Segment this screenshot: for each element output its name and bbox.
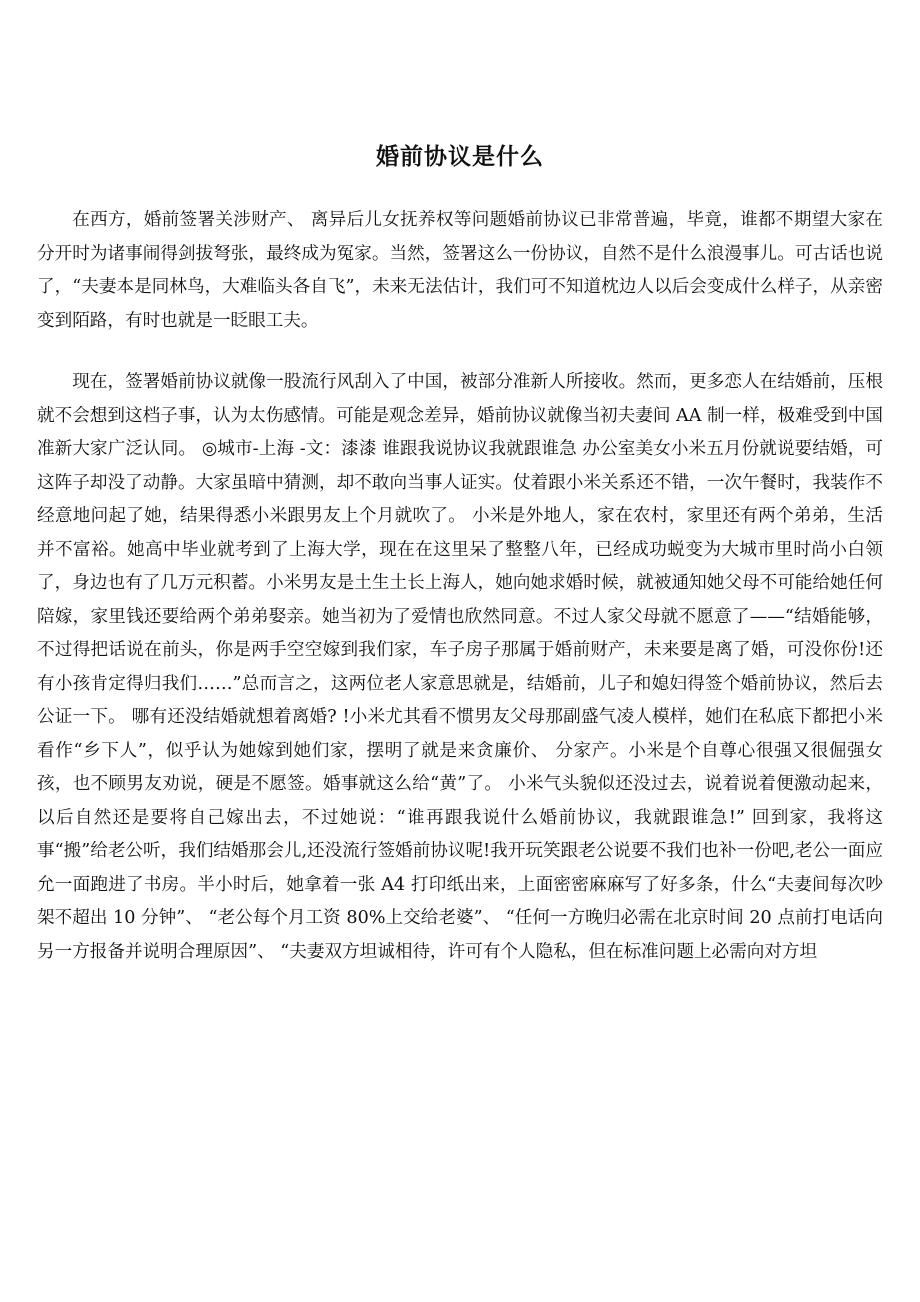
document-title: 婚前协议是什么 [376, 144, 544, 170]
paragraph-western-prenuptial: 在西方，婚前签署关涉财产、 离异后儿女抚养权等问题婚前协议已非常普遍，毕竟，谁都不期望大家在分开时为诸事闹得剑拔弩张，最终成为冤家。当然，签署这么一份协议，自然不是什么浪漫事儿。可古话也说了，“夫妻本是同林鸟，大难临头各自飞”，未来无法估计，我们可不知道枕边人以后会变成什么样子，从亲密变到陌路，有时也就是一眨眼工夫。 [37, 210, 883, 331]
paragraph-china-prenuptial-story: 现在，签署婚前协议就像一股流行风刮入了中国，被部分准新人所接收。然而，更多恋人在结婚前，压根就不会想到这档子事，认为太伤感情。可能是观念差异，婚前协议就像当初夫妻间 AA 制一样，极难受到中国准新大家广泛认同。 ◎城市-上海 -文：漆漆 谁跟我说协议我就跟谁急 办公室美女小米五月份就说要结婚，可这阵子却没了动静。大家虽暗中猜测，却不敢向当事人证实。仗着跟小米关系还不错，一次午餐时，我装作不经意地问起了她，结果得悉小米跟男友上个月就吹了。 小米是外地人，家在农村，家里还有两个弟弟，生活并不富裕。她高中毕业就考到了上海大学，现在在这里呆了整整八年，已经成功蜕变为大城市里时尚小白领了，身边也有了几万元积蓄。小米男友是土生土长上海人，她向她求婚时候，就被通知她父母不可能给她任何陪嫁，家里钱还要给两个弟弟娶亲。她当初为了爱情也欣然同意。不过人家父母就不愿意了——“结婚能够，不过得把话说在前头，你是两手空空嫁到我们家，车子房子那属于婚前财产，未来要是离了婚，可没你份!还有小孩肯定得归我们……”总而言之，这两位老人家意思就是，结婚前，儿子和媳妇得签个婚前协议，然后去公证一下。 哪有还没结婚就想着离婚? !小米尤其看不惯男友父母那副盛气凌人模样，她们在私底下都把小米看作“乡下人”，似乎认为她嫁到她们家，摆明了就是来贪廉价、 分家产。小米是个自尊心很强又很倔强女孩，也不顾男友劝说，硬是不愿签。婚事就这么给“黄”了。 小米气头貌似还没过去，说着说着便激动起来，以后自然还是要将自己嫁出去，不过她说：“谁再跟我说什么婚前协议，我就跟谁急!” 回到家，我将这事“搬”给老公听，我们结婚那会儿,还没流行签婚前协议呢!我开玩笑跟老公说要不我们也补一份吧,老公一面应允一面跑进了书房。半小时后，她拿着一张 A4 打印纸出来，上面密密麻麻写了好多条，什么“夫妻间每次吵架不超出 10 分钟”、 “老公每个月工资 80%上交给老婆”、 “任何一方晚归必需在北京时间 20 点前打电话向另一方报备并说明合理原因”、 “夫妻双方坦诚相待，许可有个人隐私，但在标准问题上必需向对方坦 [37, 372, 883, 962]
